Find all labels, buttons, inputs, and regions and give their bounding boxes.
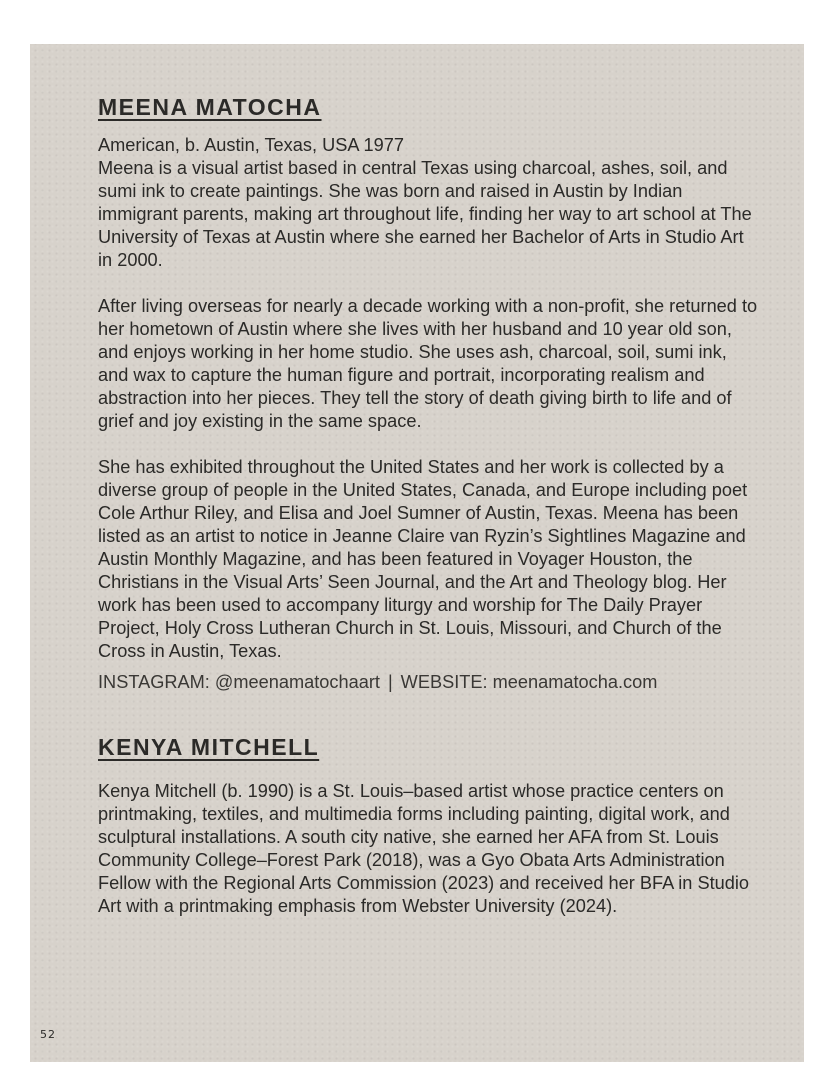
page-content: [98, 92, 758, 918]
link-separator: |: [387, 672, 393, 692]
bio-paragraph: Meena is a visual artist based in central Texas using charcoal, ashes, soil, and sumi ink to create paintings. She was born and raised in Austin by Indian immigrant parents, making art throughout life, finding her way to art school at The University of Texas at Austin where she earned her Bachelor of Arts in Studio Art in 2000.: [98, 158, 752, 270]
bio-paragraph: After living overseas for nearly a decade working with a non-profit, she returned to her hometown of Austin where she lives with her husband and 10 year old son, and enjoys working in her home studio. She uses ash, charcoal, soil, sumi ink, and wax to capture the human figure and portrait, incorporating realism and abstraction into her pieces. They tell the story of death giving birth to life and of grief and joy existing in the same space.: [98, 296, 758, 431]
artist-origin: American, b. Austin, Texas, USA 1977: [98, 135, 404, 155]
website-link: WEBSITE: meenamatocha.com: [400, 672, 658, 692]
artist-bio-meena-matocha: [98, 92, 758, 694]
bio-paragraph: She has exhibited throughout the United States and her work is collected by a diverse group of people in the United States, Canada, and Europe including poet Cole Arthur Riley, and Elisa and Joel Sumner of Austin, Texas. Meena has been listed as an artist to notice in Jeanne Claire van Ryzin’s Sightlines Magazine and Austin Monthly Magazine, and has been featured in Voyager Houston, the Christians in the Visual Arts’ Seen Journal, and the Art and Theology blog. Her work has been used to accompany liturgy and worship for The Daily Prayer Project, Holy Cross Lutheran Church in St. Louis, Missouri, and Church of the Cross in Austin, Texas.: [98, 457, 748, 661]
artist-name: MEENA MATOCHA: [98, 94, 322, 120]
instagram-handle: INSTAGRAM: @meenamatochaart: [98, 672, 380, 692]
page-number: 52: [40, 1028, 56, 1041]
bio-paragraph: Kenya Mitchell (b. 1990) is a St. Louis–based artist whose practice centers on printmaking, textiles, and multimedia forms including painting, digital work, and sculptural installations. A south city native, she earned her AFA from St. Louis Community College–Forest Park (2018), was a Gyo Obata Arts Administration Fellow with the Regional Arts Commission (2023) and received her BFA in Studio Art with a printmaking emphasis from Webster University (2024).: [98, 781, 750, 916]
artist-links: [98, 671, 758, 694]
artist-name: KENYA MITCHELL: [98, 734, 320, 760]
artist-bio-kenya-mitchell: [98, 732, 758, 918]
